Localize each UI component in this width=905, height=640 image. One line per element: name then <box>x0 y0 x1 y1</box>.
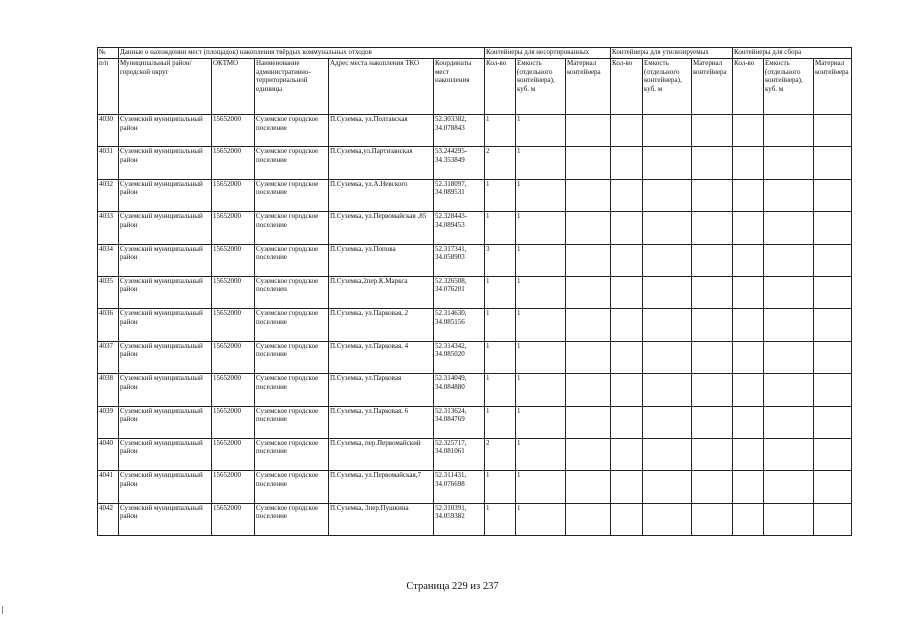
cell-unit: Суземское городское поселение <box>255 212 329 244</box>
cell-district: Суземский муниципальный район <box>119 374 212 406</box>
cell-district: Суземский муниципальный район <box>119 179 212 211</box>
cell-district: Суземский муниципальный район <box>119 438 212 470</box>
cell-recycled-count <box>611 309 643 341</box>
cell-collection-material <box>814 115 852 147</box>
cell-recycled-material <box>692 309 733 341</box>
cell-address: П.Суземка, ул.Полтавская <box>329 115 434 147</box>
cell-collection-material <box>814 147 852 179</box>
table-row <box>98 147 852 179</box>
col-capacity-header: Емкость (отдельного контейнера), куб. м <box>643 59 692 115</box>
col-capacity-header: Емкость (отдельного контейнера), куб. м <box>764 59 814 115</box>
cell-collection-material <box>814 244 852 276</box>
cell-collection-material <box>814 276 852 308</box>
table-row <box>98 179 852 211</box>
col-coords-header: Координаты мест накопления <box>434 59 485 115</box>
cell-recycled-count <box>611 471 643 503</box>
cell-coords: 52.314049, 34.084880 <box>434 374 485 406</box>
cell-recycled-count <box>611 341 643 373</box>
cell-address: П.Суземка,ул.Партизанская <box>329 147 434 179</box>
col-territory-header: Наименование административно-территориальной единицы <box>255 59 329 115</box>
cell-recycled-count <box>611 374 643 406</box>
table-row <box>98 244 852 276</box>
cell-address: П.Суземка, ул.Парковая <box>329 374 434 406</box>
cell-coords: 52.314630, 34.085156 <box>434 309 485 341</box>
cell-number: 4033 <box>98 212 119 244</box>
cell-number: 4036 <box>98 309 119 341</box>
cell-coords: 52.325717, 34.081061 <box>434 438 485 470</box>
cell-recycled-material <box>692 471 733 503</box>
cell-recycled-material <box>692 179 733 211</box>
cell-collection-capacity <box>764 244 814 276</box>
cell-collection-capacity <box>764 179 814 211</box>
cell-recycled-material <box>692 438 733 470</box>
cell-oktmo: 15652000 <box>212 179 255 211</box>
cell-address: П.Суземка, ул.Парковая, 6 <box>329 406 434 438</box>
cell-number: 4041 <box>98 471 119 503</box>
cell-recycled-capacity <box>643 276 692 308</box>
cell-collection-capacity <box>764 471 814 503</box>
cell-unsorted-capacity: 1 <box>516 276 566 308</box>
group-waste-sites-header: Данные о нахождении мест (площадок) накопления твёрдых коммунальных отходов <box>119 48 485 59</box>
cell-unsorted-capacity: 1 <box>516 179 566 211</box>
cell-district: Суземский муниципальный район <box>119 212 212 244</box>
cell-oktmo: 15652000 <box>212 503 255 535</box>
cell-unsorted-material <box>566 406 611 438</box>
cell-unsorted-material <box>566 471 611 503</box>
cell-unsorted-count: 1 <box>485 309 516 341</box>
cell-coords: 52.313624, 34.084769 <box>434 406 485 438</box>
cell-unsorted-capacity: 1 <box>516 374 566 406</box>
cell-unsorted-material <box>566 438 611 470</box>
table-row <box>98 503 852 535</box>
cell-recycled-material <box>692 276 733 308</box>
col-municipal-header: Муниципальный район/городской округ <box>119 59 212 115</box>
cell-unsorted-count: 3 <box>485 244 516 276</box>
cell-address: П.Суземка, ул.Парковая, 2 <box>329 309 434 341</box>
cell-unit: Суземское городское поселение <box>255 309 329 341</box>
cell-unit: Суземское городское поселение <box>255 244 329 276</box>
cell-recycled-capacity <box>643 115 692 147</box>
cell-district: Суземский муниципальный район <box>119 341 212 373</box>
cell-unit: Суземское городское поселение <box>255 374 329 406</box>
col-material-header: Материал контейнера <box>692 59 733 115</box>
cell-recycled-count <box>611 179 643 211</box>
cell-collection-count <box>733 341 764 373</box>
cell-address: П.Суземка, пер.Первомайский <box>329 438 434 470</box>
cell-collection-material <box>814 212 852 244</box>
cell-collection-capacity <box>764 406 814 438</box>
cell-address: П.Суземка, ул.А.Невского <box>329 179 434 211</box>
cell-number: 4035 <box>98 276 119 308</box>
cell-number: 4032 <box>98 179 119 211</box>
cell-recycled-material <box>692 147 733 179</box>
col-material-header: Материал контейнера <box>566 59 611 115</box>
cell-coords: 52.314342, 34.085020 <box>434 341 485 373</box>
cell-collection-material <box>814 179 852 211</box>
cell-recycled-count <box>611 212 643 244</box>
cell-unit: Суземское городское поселение <box>255 115 329 147</box>
cell-oktmo: 15652000 <box>212 438 255 470</box>
cell-unsorted-material <box>566 309 611 341</box>
cell-coords: 52.310391, 34.059382 <box>434 503 485 535</box>
cell-unsorted-material <box>566 503 611 535</box>
cell-unit: Суземское городское поселенен <box>255 276 329 308</box>
cell-recycled-capacity <box>643 147 692 179</box>
cell-collection-count <box>733 406 764 438</box>
cell-oktmo: 15652000 <box>212 341 255 373</box>
cell-collection-material <box>814 374 852 406</box>
cell-collection-count <box>733 147 764 179</box>
cell-collection-capacity <box>764 309 814 341</box>
cell-unsorted-count: 1 <box>485 406 516 438</box>
cell-unsorted-capacity: 1 <box>516 471 566 503</box>
cell-recycled-capacity <box>643 341 692 373</box>
cell-district: Суземский муниципальный район <box>119 503 212 535</box>
cell-unsorted-count: 1 <box>485 276 516 308</box>
scan-edge-mark <box>2 606 3 614</box>
cell-recycled-capacity <box>643 244 692 276</box>
cell-unsorted-capacity: 1 <box>516 341 566 373</box>
col-pp-header: п/п <box>98 59 119 115</box>
table-row <box>98 212 852 244</box>
cell-unsorted-capacity: 1 <box>516 503 566 535</box>
cell-collection-count <box>733 471 764 503</box>
cell-unsorted-count: 1 <box>485 115 516 147</box>
cell-recycled-material <box>692 244 733 276</box>
col-material-header: Материал контейнера <box>814 59 852 115</box>
cell-recycled-count <box>611 147 643 179</box>
cell-unsorted-count: 1 <box>485 179 516 211</box>
cell-collection-material <box>814 471 852 503</box>
cell-unsorted-capacity: 1 <box>516 147 566 179</box>
cell-collection-count <box>733 503 764 535</box>
cell-unit: Суземское городское поселение <box>255 341 329 373</box>
page-number-footer: Страница 229 из 237 <box>406 581 499 592</box>
cell-number: 4038 <box>98 374 119 406</box>
cell-number: 4030 <box>98 115 119 147</box>
cell-unsorted-capacity: 1 <box>516 438 566 470</box>
cell-collection-count <box>733 115 764 147</box>
col-capacity-header: Емкость (отдельного контейнера), куб. м <box>516 59 566 115</box>
table-row <box>98 406 852 438</box>
cell-unsorted-count: 1 <box>485 341 516 373</box>
cell-number: 4037 <box>98 341 119 373</box>
cell-unit: Суземское городское поселение <box>255 438 329 470</box>
cell-coords: 52.328443-34.089453 <box>434 212 485 244</box>
cell-unsorted-count: 1 <box>485 374 516 406</box>
group-recycled-header: Контейнеры для утилизируемых <box>611 48 733 59</box>
table-row <box>98 115 852 147</box>
cell-collection-material <box>814 438 852 470</box>
cell-collection-material <box>814 406 852 438</box>
cell-collection-count <box>733 438 764 470</box>
cell-unit: Суземское городское поселение <box>255 503 329 535</box>
cell-oktmo: 15652000 <box>212 212 255 244</box>
cell-collection-count <box>733 276 764 308</box>
cell-recycled-material <box>692 115 733 147</box>
cell-recycled-capacity <box>643 212 692 244</box>
cell-district: Суземский муниципальный район <box>119 406 212 438</box>
cell-collection-material <box>814 309 852 341</box>
cell-collection-count <box>733 179 764 211</box>
cell-unsorted-count: 1 <box>485 212 516 244</box>
cell-recycled-count <box>611 276 643 308</box>
col-count-header: Кол-во <box>485 59 516 115</box>
cell-coords: 52.311431, 34.076698 <box>434 471 485 503</box>
cell-recycled-count <box>611 115 643 147</box>
group-collection-header: Контейнеры для сбора <box>733 48 852 59</box>
cell-unsorted-material <box>566 374 611 406</box>
table-row <box>98 438 852 470</box>
table-row <box>98 309 852 341</box>
cell-unsorted-count: 1 <box>485 503 516 535</box>
cell-unsorted-material <box>566 341 611 373</box>
cell-coords: 52.303382, 34.078843 <box>434 115 485 147</box>
cell-recycled-material <box>692 503 733 535</box>
cell-unsorted-capacity: 1 <box>516 115 566 147</box>
cell-recycled-capacity <box>643 374 692 406</box>
cell-unsorted-count: 2 <box>485 438 516 470</box>
cell-address: П.Суземка,2пер.К.Маркса <box>329 276 434 308</box>
cell-number: 4031 <box>98 147 119 179</box>
cell-coords: 53.244295-34.353849 <box>434 147 485 179</box>
cell-recycled-material <box>692 341 733 373</box>
cell-address: П.Суземка, ул.Первомайская ,85 <box>329 212 434 244</box>
cell-unit: Суземское городское поселение <box>255 406 329 438</box>
col-count-header: Кол-во <box>733 59 764 115</box>
cell-oktmo: 15652000 <box>212 115 255 147</box>
cell-address: П.Суземка, ул.Парковая, 4 <box>329 341 434 373</box>
waste-sites-table <box>97 47 852 536</box>
cell-recycled-material <box>692 374 733 406</box>
cell-number: 4042 <box>98 503 119 535</box>
cell-coords: 52.326508, 34.076201 <box>434 276 485 308</box>
col-address-header: Адрес места накопления ТКО <box>329 59 434 115</box>
cell-unsorted-material <box>566 179 611 211</box>
cell-unsorted-count: 1 <box>485 471 516 503</box>
cell-oktmo: 15652000 <box>212 309 255 341</box>
cell-address: П.Суземка, ул.Попова <box>329 244 434 276</box>
cell-address: П.Суземка, ул.Первомайская,7 <box>329 471 434 503</box>
cell-unsorted-capacity: 1 <box>516 212 566 244</box>
cell-collection-count <box>733 244 764 276</box>
cell-recycled-material <box>692 406 733 438</box>
cell-collection-capacity <box>764 212 814 244</box>
cell-district: Суземский муниципальный район <box>119 115 212 147</box>
cell-oktmo: 15652000 <box>212 276 255 308</box>
cell-collection-capacity <box>764 374 814 406</box>
cell-recycled-capacity <box>643 438 692 470</box>
cell-oktmo: 15652000 <box>212 406 255 438</box>
cell-collection-count <box>733 374 764 406</box>
cell-recycled-count <box>611 406 643 438</box>
cell-unsorted-count: 2 <box>485 147 516 179</box>
cell-recycled-capacity <box>643 503 692 535</box>
cell-unsorted-capacity: 1 <box>516 406 566 438</box>
cell-collection-capacity <box>764 147 814 179</box>
table-row <box>98 341 852 373</box>
cell-unsorted-material <box>566 115 611 147</box>
cell-number: 4039 <box>98 406 119 438</box>
cell-collection-material <box>814 341 852 373</box>
header-row-groups <box>98 48 852 59</box>
cell-collection-material <box>814 503 852 535</box>
cell-coords: 52.318097, 34.089531 <box>434 179 485 211</box>
cell-unsorted-material <box>566 147 611 179</box>
cell-number: 4034 <box>98 244 119 276</box>
cell-unsorted-capacity: 1 <box>516 244 566 276</box>
cell-unsorted-material <box>566 212 611 244</box>
col-num-header: № <box>98 48 119 59</box>
table-row <box>98 471 852 503</box>
header-row-columns <box>98 59 852 115</box>
group-unsorted-header: Контейнеры для несортированных <box>485 48 611 59</box>
cell-oktmo: 15652000 <box>212 244 255 276</box>
cell-recycled-capacity <box>643 471 692 503</box>
col-oktmo-header: ОКТМО <box>212 59 255 115</box>
cell-recycled-material <box>692 212 733 244</box>
cell-unsorted-material <box>566 276 611 308</box>
cell-recycled-capacity <box>643 406 692 438</box>
cell-district: Суземский муниципальный район <box>119 147 212 179</box>
cell-collection-capacity <box>764 503 814 535</box>
cell-recycled-capacity <box>643 309 692 341</box>
cell-recycled-count <box>611 438 643 470</box>
cell-district: Суземский муниципальный район <box>119 276 212 308</box>
cell-collection-capacity <box>764 438 814 470</box>
cell-district: Суземский муниципальный район <box>119 471 212 503</box>
cell-oktmo: 15652000 <box>212 147 255 179</box>
cell-coords: 52.317341, 34.058903 <box>434 244 485 276</box>
cell-collection-capacity <box>764 341 814 373</box>
cell-address: П.Суземка, 3пер.Пушкина <box>329 503 434 535</box>
cell-collection-capacity <box>764 115 814 147</box>
cell-unit: Суземское городское поселение <box>255 471 329 503</box>
cell-recycled-count <box>611 244 643 276</box>
cell-collection-count <box>733 212 764 244</box>
cell-collection-capacity <box>764 276 814 308</box>
col-count-header: Кол-во <box>611 59 643 115</box>
cell-number: 4040 <box>98 438 119 470</box>
cell-collection-count <box>733 309 764 341</box>
cell-unsorted-capacity: 1 <box>516 309 566 341</box>
cell-unit: Суземское городское поселение <box>255 147 329 179</box>
cell-unit: Суземское городское поселение <box>255 179 329 211</box>
cell-district: Суземский муниципальный район <box>119 244 212 276</box>
cell-oktmo: 15652000 <box>212 374 255 406</box>
cell-unsorted-material <box>566 244 611 276</box>
cell-recycled-capacity <box>643 179 692 211</box>
cell-oktmo: 15652000 <box>212 471 255 503</box>
cell-district: Суземский муниципальный район <box>119 309 212 341</box>
table-row <box>98 374 852 406</box>
cell-recycled-count <box>611 503 643 535</box>
table-row <box>98 276 852 308</box>
